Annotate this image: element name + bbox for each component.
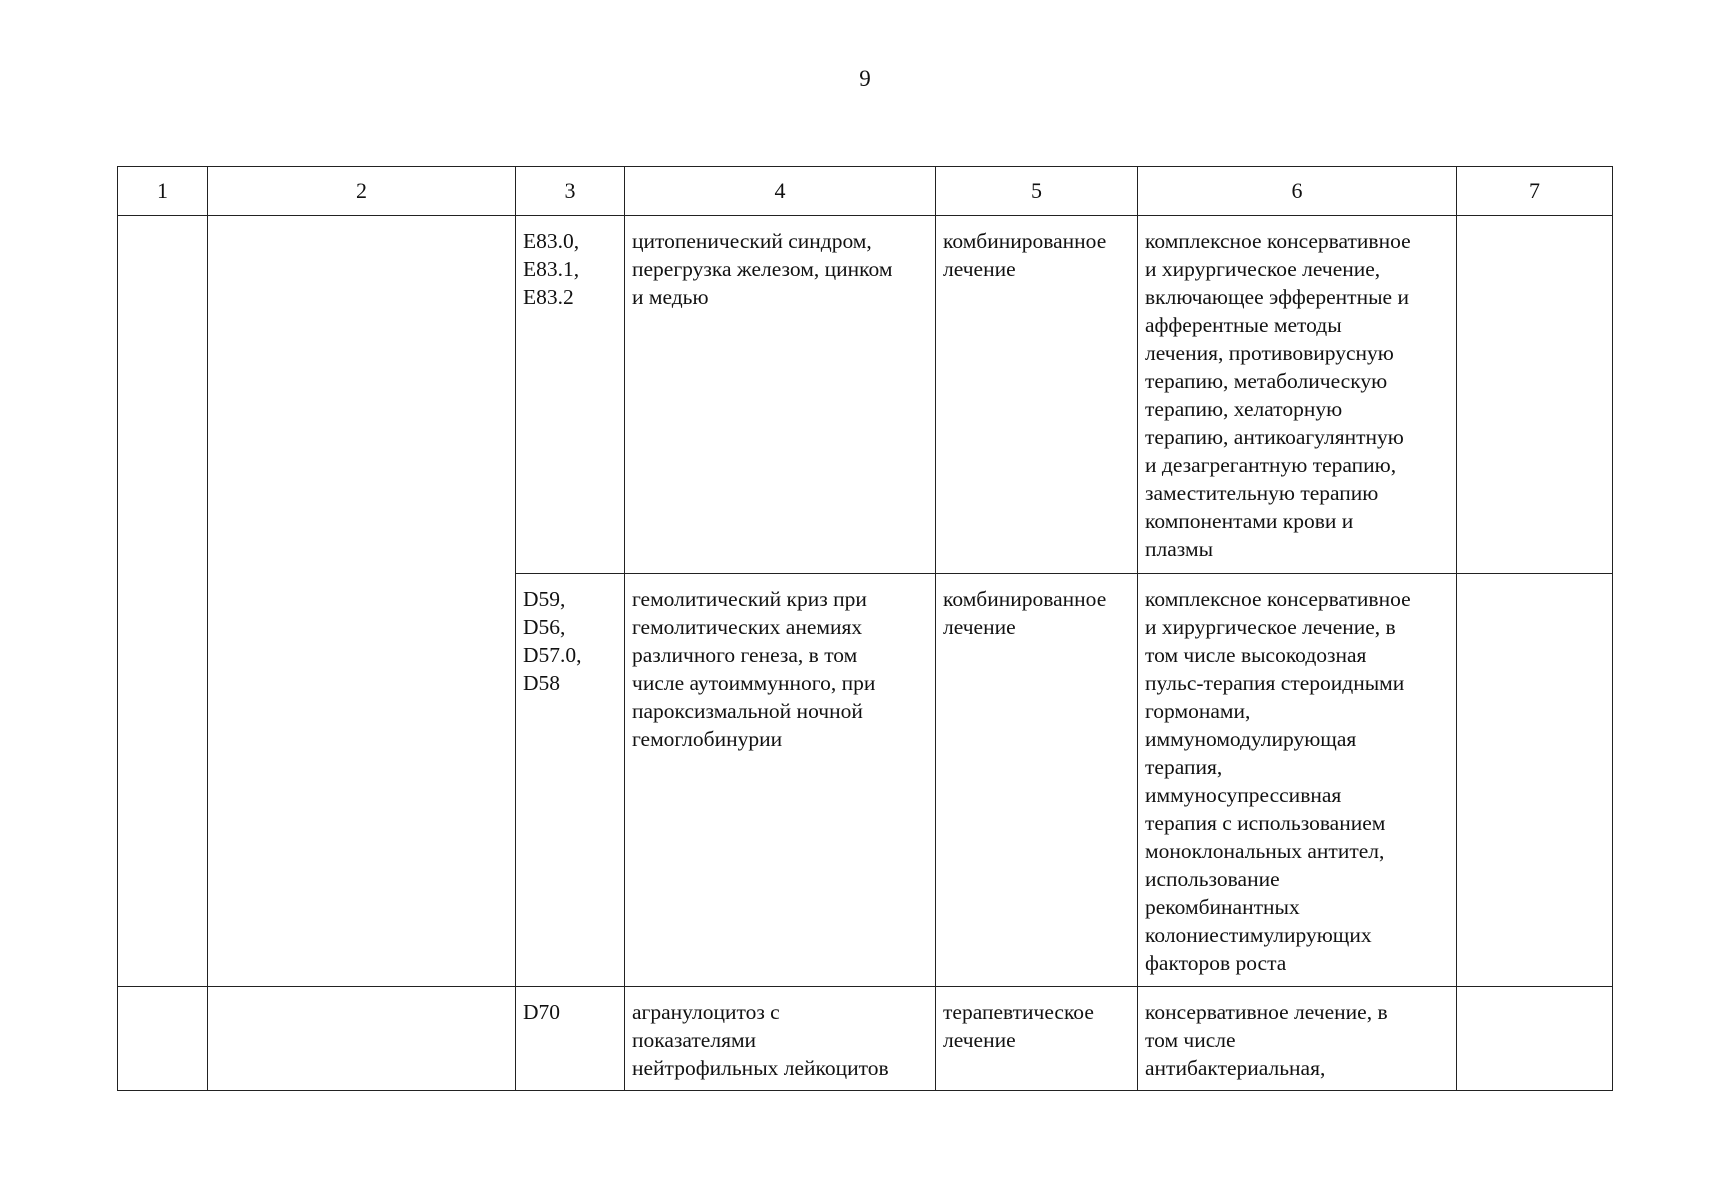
treatment-type-cell — [936, 216, 1138, 574]
treatment-type-cell — [936, 987, 1138, 1091]
empty-cell — [118, 987, 208, 1091]
condition-cell — [625, 216, 936, 574]
empty-cell — [1457, 216, 1613, 574]
table-row — [118, 987, 1613, 1091]
table-header-row — [118, 167, 1613, 216]
header-cell: 6 — [1138, 167, 1457, 216]
table-row — [118, 216, 1613, 574]
header-cell: 4 — [625, 167, 936, 216]
treatment-method-text: комплексное консервативное и хирургическое лечение, включающее эфферентные и афферентные методы лечения, противовирусную терапию, метаболическую терапию, хелаторную терапию, антикоагулянтную и дезагрегантную терапию, заместительную терапию компонентами крови и плазмы — [1145, 229, 1411, 561]
code-text: D59, D56, D57.0, D58 — [523, 587, 582, 695]
document-table — [117, 166, 1613, 1091]
empty-cell — [1457, 574, 1613, 987]
empty-cell — [1457, 987, 1613, 1091]
code-cell — [516, 987, 625, 1091]
header-cell: 1 — [118, 167, 208, 216]
code-cell — [516, 574, 625, 987]
condition-text: цитопенический синдром, перегрузка железом, цинком и медью — [632, 229, 893, 309]
condition-text: агранулоцитоз с показателями нейтрофильных лейкоцитов — [632, 1000, 889, 1080]
header-cell: 3 — [516, 167, 625, 216]
treatment-method-cell — [1138, 216, 1457, 574]
header-cell: 2 — [208, 167, 516, 216]
treatment-type-cell — [936, 574, 1138, 987]
condition-cell — [625, 987, 936, 1091]
treatment-type-text: терапевтическое лечение — [943, 1000, 1094, 1052]
empty-cell — [118, 216, 208, 987]
treatment-method-cell — [1138, 574, 1457, 987]
code-cell — [516, 216, 625, 574]
treatment-type-text: комбинированное лечение — [943, 587, 1107, 639]
header-cell: 7 — [1457, 167, 1613, 216]
condition-text: гемолитический криз при гемолитических анемиях различного генеза, в том числе аутоиммунного, при пароксизмальной ночной гемоглобинурии — [632, 587, 876, 751]
code-text: D70 — [523, 1000, 561, 1024]
page-number: 9 — [859, 66, 871, 91]
header-cell: 5 — [936, 167, 1138, 216]
code-text: E83.0, E83.1, E83.2 — [523, 229, 580, 309]
treatment-type-text: комбинированное лечение — [943, 229, 1107, 281]
treatment-method-text: комплексное консервативное и хирургическое лечение, в том числе высокодозная пульс-терапия стероидными гормонами, иммуномодулирующая терапия, иммуносупрессивная терапия с использованием моноклональных антител, использование рекомбинантных колониестимулирующих факторов роста — [1145, 587, 1411, 975]
empty-cell — [208, 216, 516, 987]
condition-cell — [625, 574, 936, 987]
treatment-method-text: консервативное лечение, в том числе антибактериальная, — [1145, 1000, 1388, 1080]
treatment-method-cell — [1138, 987, 1457, 1091]
empty-cell — [208, 987, 516, 1091]
